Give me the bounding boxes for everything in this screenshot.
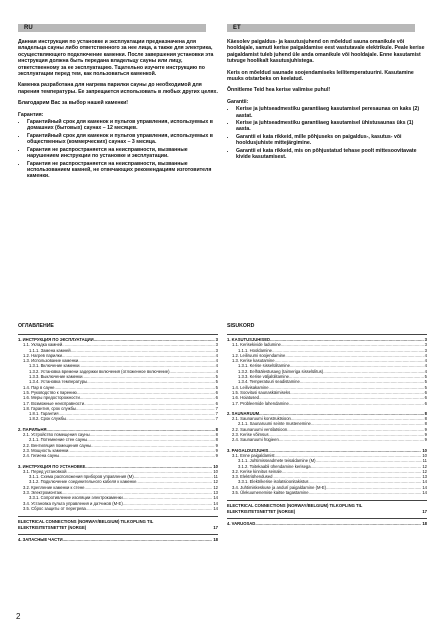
- toc-entry-page: 18: [422, 520, 427, 526]
- toc-entry-title: 1.7. Probleemide lahendamine: [232, 400, 289, 406]
- toc-entry-page: 5: [215, 384, 218, 390]
- toc-entry-page: 9: [215, 453, 218, 459]
- et-intro-text: [227, 39, 427, 161]
- et-toc-divider: [227, 518, 427, 519]
- toc-entry-page: 7: [215, 416, 218, 422]
- toc-entry-title: 1.6. Hoiatused: [232, 395, 260, 401]
- toc-entry-page: 9: [424, 437, 427, 443]
- toc-entry-page: 3: [215, 347, 218, 353]
- toc-entry-page: 12: [213, 479, 218, 485]
- toc-leader-dots: [66, 416, 214, 421]
- toc-entry-page: 3: [424, 347, 427, 353]
- ru-toc-entry: [18, 506, 218, 511]
- toc-entry-page: 12: [422, 463, 427, 469]
- toc-entry-title: 3.3.1. Сопротивление изоляции электрокаменки: [29, 495, 123, 501]
- toc-entry-page: 17: [213, 524, 218, 530]
- toc-entry-page: 7: [215, 411, 218, 417]
- ru-toc-entry: [18, 537, 218, 542]
- toc-entry-title: 1.1.1. Hooldamine: [238, 347, 272, 353]
- et-warranty-item: • Garantii ei kata rikkeid, mis on põhjustatud tehase poolt mittesoovitavate kivide kasutamisest.: [236, 148, 427, 161]
- et-toc-entry: [227, 521, 427, 526]
- toc-entry-title: 2.4. Saunaruumi hügieen: [232, 437, 279, 443]
- toc-entry-page: 5: [424, 384, 427, 390]
- toc-entry-title: 2.2. Вентиляция помещения сауны: [23, 442, 92, 448]
- toc-entry-title: 3.1.2. Toitekaabli ühendamine kerisega: [238, 463, 311, 469]
- et-language-header: ET: [227, 24, 415, 32]
- toc-entry-title: 1.5. Soovitusi saunaskäimiseks: [232, 389, 291, 395]
- toc-entry-page: 8: [215, 432, 218, 438]
- toc-entry-page: 4: [215, 363, 218, 369]
- toc-entry-title: 2. ПАРИЛЬНЯ: [18, 426, 47, 432]
- et-toc-title: SISUKORD: [227, 323, 255, 329]
- toc-entry-title: 3.1.2. Подключение соединительного кабеля к каменке: [29, 479, 137, 485]
- toc-entry-title: 2.1. Устройство помещения сауны: [23, 432, 90, 438]
- ru-warranty-item: • Гарантия не распространяется на неисправности, вызванные использованием камней, не отвечающих рекомендациям изготовителя каменки.: [27, 161, 218, 180]
- toc-entry-page: 18: [213, 536, 218, 542]
- toc-entry-title: 3.3.1. Elektrikerise isolatsioonitakistus: [238, 479, 309, 485]
- toc-entry-title: 3. ИНСТРУКЦИЯ ПО УСТАНОВКЕ: [18, 463, 86, 469]
- toc-entry-title: 3.3. Elektriühendused: [232, 474, 273, 480]
- toc-leader-dots: [255, 521, 421, 526]
- toc-entry-page: 10: [213, 468, 218, 474]
- toc-entry-page: 3: [215, 342, 218, 348]
- toc-entry-title: 3.5. Сброс защиты от перегрева: [23, 505, 86, 511]
- toc-leader-dots: [59, 453, 214, 458]
- ru-toc-divider: [18, 334, 218, 335]
- toc-entry-page: 13: [422, 474, 427, 480]
- page-number: 2: [16, 612, 21, 621]
- et-toc-entry: [227, 401, 427, 406]
- toc-entry-title: 1.8. Гарантия, срок службы: [23, 405, 77, 411]
- et-toc-divider: [227, 334, 427, 335]
- toc-entry-page: 8: [424, 410, 427, 416]
- toc-entry-page: 12: [422, 468, 427, 474]
- toc-entry-page: 5: [215, 379, 218, 385]
- toc-leader-dots: [279, 437, 424, 442]
- ru-warranty-item: • Гарантийный срок для каменок и пультов управления, используемых в общественных (коммерческих) саунах – 3 месяца.: [27, 133, 218, 146]
- toc-entry-page: 6: [215, 389, 218, 395]
- et-toc-electrical-entry: [227, 503, 427, 514]
- toc-entry-title: 3.3. Электромонтаж: [23, 490, 62, 496]
- toc-entry-title: 1.3.3. Выключение каменки: [29, 374, 83, 380]
- ru-toc-entry: [18, 453, 218, 458]
- et-toc-entry: [227, 490, 427, 495]
- ru-language-header: RU: [18, 24, 206, 32]
- et-warranty-item: • Kerise ja juhtseadmestiku garantiiaeg kasutamisel ühistusaunas üks (1) aasta.: [236, 120, 427, 133]
- toc-entry-page: 11: [422, 458, 427, 464]
- ru-toc-title: ОГЛАВЛЕНИЕ: [18, 323, 54, 329]
- toc-entry-title: 1.3.2. Eelhäälestusaeg (taimeriga sisselülitus): [238, 368, 324, 374]
- toc-entry-title: 1.1.1. Замена камней: [29, 347, 71, 353]
- ru-warranty-title: Гарантия:: [18, 111, 44, 118]
- toc-leader-dots: [86, 506, 212, 511]
- toc-entry-page: 3: [215, 337, 218, 342]
- toc-entry-title: ELECTRICAL CONNECTIONS (NORWAY/BELGIUM) TILKOPLING TIL ELEKTRISITETSNETTET (NORGE): [227, 503, 363, 514]
- toc-entry-title: 3.1. Перед установкой: [23, 468, 67, 474]
- toc-entry-title: 2.1.1. Потемнение стен сауны: [29, 437, 88, 443]
- toc-entry-page: 8: [215, 426, 218, 432]
- toc-entry-page: 10: [422, 452, 427, 458]
- toc-entry-page: 8: [424, 416, 427, 422]
- toc-entry-title: 1.2. Leiliruumi soojendamine: [232, 352, 286, 358]
- toc-entry-title: 1.8.1. Гарантия: [29, 411, 59, 417]
- toc-leader-dots: [309, 490, 422, 495]
- toc-entry-page: 3: [424, 342, 427, 348]
- toc-entry-title: 1.3. Kerise kasutamine: [232, 358, 275, 364]
- et-thanks: Õnnitleme Teid hea kerise valimise puhul!: [227, 87, 331, 94]
- toc-entry-title: 2.1. Saunaruumi konstruktsioon: [232, 416, 291, 422]
- toc-entry-title: 3.1.1. Juhtimisseadmete teisaldamine (M): [238, 458, 316, 464]
- toc-entry-page: 9: [424, 432, 427, 438]
- toc-entry-page: 17: [422, 508, 427, 514]
- toc-entry-page: 10: [422, 447, 427, 453]
- et-toc-divider: [227, 500, 427, 501]
- toc-entry-title: 2. SAUNARUUM: [227, 410, 260, 416]
- toc-entry-title: 1.3.2. Установка времени задержки включения (отложенное включение): [29, 368, 170, 374]
- toc-leader-dots: [63, 537, 213, 542]
- toc-entry-page: 13: [213, 490, 218, 496]
- toc-entry-title: 3.1. Enne paigaldamist: [232, 452, 275, 458]
- toc-entry-page: 6: [424, 400, 427, 406]
- toc-entry-page: 14: [213, 500, 218, 506]
- toc-entry-title: 1.8.2. Срок службы: [29, 416, 67, 422]
- toc-entry-page: 4: [215, 368, 218, 374]
- toc-entry-title: ELECTRICAL CONNECTIONS (NORWAY/BELGIUM) TILKOPLING TIL ELEKTRISITETSNETTET (NORGE): [18, 519, 154, 530]
- toc-entry-page: 14: [213, 495, 218, 501]
- et-purpose: Keris on mõeldud saunade soojendamiseks leilitemperatuurini. Kasutamine muuks otstarbeks on keelatud.: [227, 69, 414, 83]
- et-column: [227, 16, 427, 162]
- et-intro: Käesolev paigaldus- ja kasutusjuhend on mõeldud sauna omanikule või hooldajale, samuti kerise paigaldamise eest vastutavale elektrikule. Peale kerise paigaldamist tuleb juhend üle anda omanikule või hooldajale. Enne kasutamist tutvuge hoolikalt kasutusjuhistega.: [227, 39, 425, 65]
- toc-entry-page: 9: [215, 447, 218, 453]
- ru-purpose: Каменка разработана для нагрева парилки сауны до необходимой для парения температуры. Ее запрещается использовать в любых других целях.: [18, 82, 218, 95]
- toc-entry-title: 1.4. Пар в сауне: [23, 384, 55, 390]
- et-warranty-item: • Kerise ja juhtseadmestiku garantiiaeg kasutamisel peresaunas on kaks (2) aastat.: [236, 106, 427, 119]
- et-table-of-contents: [227, 334, 427, 526]
- toc-entry-page: 10: [213, 463, 218, 469]
- toc-entry-title: 1.3.3. Kerise väljalülitamine: [238, 374, 289, 380]
- toc-entry-title: 2.1.1. Saunaruumi seinte mustenemine: [238, 421, 311, 427]
- toc-entry-page: 12: [213, 484, 218, 490]
- et-warranty-list: [227, 106, 427, 160]
- toc-entry-title: 1.3.4. Temperatuuri seadistamine: [238, 379, 300, 385]
- toc-entry-page: 8: [215, 437, 218, 443]
- toc-entry-page: 4: [424, 368, 427, 374]
- ru-warranty-item: • Гарантия не распространяется на неисправности, вызванные нарушением инструкции по установке и эксплуатации.: [27, 147, 218, 160]
- toc-entry-title: 1.3.1. Kerise sisselülitamine: [238, 363, 290, 369]
- ru-intro: Данная инструкция по установке и эксплуатации предназначена для владельца сауны либо ответственного за нее лица, а также для электрика, осуществляющего подключение каменки. После завершения установки эта инструкция должна быть передана владельцу сауны или лицу, ответственному за ее эксплуатацию. Тщательно изучите инструкцию по эксплуатации перед тем, как пользоваться каменкой.: [18, 39, 214, 78]
- toc-entry-page: 14: [422, 484, 427, 490]
- toc-entry-page: 4: [424, 352, 427, 358]
- toc-entry-title: 4. VARUOSAD: [227, 520, 256, 526]
- toc-entry-title: 1.7. Возможные неисправности: [23, 400, 85, 406]
- toc-entry-title: 1.1. Kerisekivide ladumine: [232, 342, 281, 348]
- et-warranty-title: Garantii:: [227, 98, 249, 105]
- ru-toc-divider: [18, 516, 218, 517]
- ru-thanks: Благодарим Вас за выбор нашей каменки!: [18, 100, 129, 107]
- toc-entry-title: 1.6. Меры предосторожности: [23, 395, 80, 401]
- ru-table-of-contents: [18, 334, 218, 542]
- toc-entry-page: 5: [424, 379, 427, 385]
- toc-entry-page: 6: [215, 400, 218, 406]
- toc-entry-page: 4: [424, 358, 427, 364]
- toc-leader-dots: [289, 401, 424, 406]
- toc-entry-title: 1.5. Руководство к парению: [23, 389, 77, 395]
- ru-warranty-list: [18, 119, 218, 180]
- toc-entry-page: 6: [215, 395, 218, 401]
- toc-entry-title: 2.4. Гигиена сауны: [23, 453, 60, 459]
- toc-entry-page: 4: [215, 352, 218, 358]
- toc-entry-page: 14: [422, 479, 427, 485]
- ru-warranty-item: • Гарантийный срок для каменок и пультов управления, используемых в домашних (бытовых) саунах – 12 месяцев.: [27, 119, 218, 132]
- toc-entry-page: 3: [424, 337, 427, 342]
- ru-intro-text: [18, 39, 218, 180]
- toc-entry-title: 3.4. Juhtimiskeskuse ja andurí paigaldamine (M-E): [232, 484, 327, 490]
- toc-entry-title: 3.1.1. Схема расположения приборов управления (M): [29, 474, 134, 480]
- toc-entry-title: 1.3.4. Установка температуры: [29, 379, 88, 385]
- et-warranty-item: • Garantii ei kata rikkeid, mille põhjuseks on paigaldus-, kasutus- või hooldusjuhiste mittejärgimine.: [236, 134, 427, 147]
- toc-entry-title: 1.3.1. Включение каменки: [29, 363, 80, 369]
- toc-entry-title: 3. PAIGALDUSJUHIS: [227, 447, 269, 453]
- et-toc-entry: [227, 437, 427, 442]
- toc-entry-title: 1. KASUTUSJUHISED: [227, 337, 271, 342]
- toc-entry-page: 9: [215, 442, 218, 448]
- toc-entry-page: 4: [215, 358, 218, 364]
- toc-entry-page: 4: [424, 363, 427, 369]
- toc-entry-page: 5: [215, 374, 218, 380]
- ru-toc-divider: [18, 534, 218, 535]
- toc-entry-title: 3.5. Ülekuumenemise kaitse tagastamine: [232, 490, 309, 496]
- toc-entry-title: 1. ИНСТРУКЦИЯ ПО ЭКСПЛУАТАЦИИ: [18, 337, 94, 342]
- toc-entry-title: 3.2. Kerise kinnitus seinale: [232, 468, 282, 474]
- toc-entry-title: 3.4. Установка пульта управления и датчиков (M-E): [23, 500, 123, 506]
- toc-entry-title: 1.2. Нагрев парилки: [23, 352, 62, 358]
- toc-entry-title: 2.3. Kerise võimsus: [232, 432, 269, 438]
- ru-toc-entry: [18, 416, 218, 421]
- ru-column: [18, 16, 218, 181]
- toc-entry-title: 2.3. Мощность каменки: [23, 447, 69, 453]
- toc-entry-title: 3.2. Крепление каменки к стене: [23, 484, 85, 490]
- toc-entry-page: 14: [422, 490, 427, 496]
- toc-entry-page: 5: [424, 374, 427, 380]
- toc-entry-title: 1.1. Укладка камней: [23, 342, 63, 348]
- toc-entry-page: 9: [424, 426, 427, 432]
- toc-entry-page: 14: [213, 505, 218, 511]
- toc-entry-page: 6: [424, 389, 427, 395]
- toc-entry-title: 4. ЗАПАСНЫЕ ЧАСТИ: [18, 536, 63, 542]
- toc-entry-page: 7: [215, 405, 218, 411]
- ru-toc-electrical-entry: [18, 519, 218, 530]
- toc-entry-page: 6: [424, 395, 427, 401]
- toc-entry-title: 1.4. Leilivisakamine: [232, 384, 269, 390]
- toc-entry-title: 1.3. Использование каменки: [23, 358, 79, 364]
- toc-entry-page: 11: [213, 474, 218, 480]
- toc-entry-title: 2.2. Saunaruumi ventilatsioon: [232, 426, 288, 432]
- toc-entry-page: 8: [424, 421, 427, 427]
